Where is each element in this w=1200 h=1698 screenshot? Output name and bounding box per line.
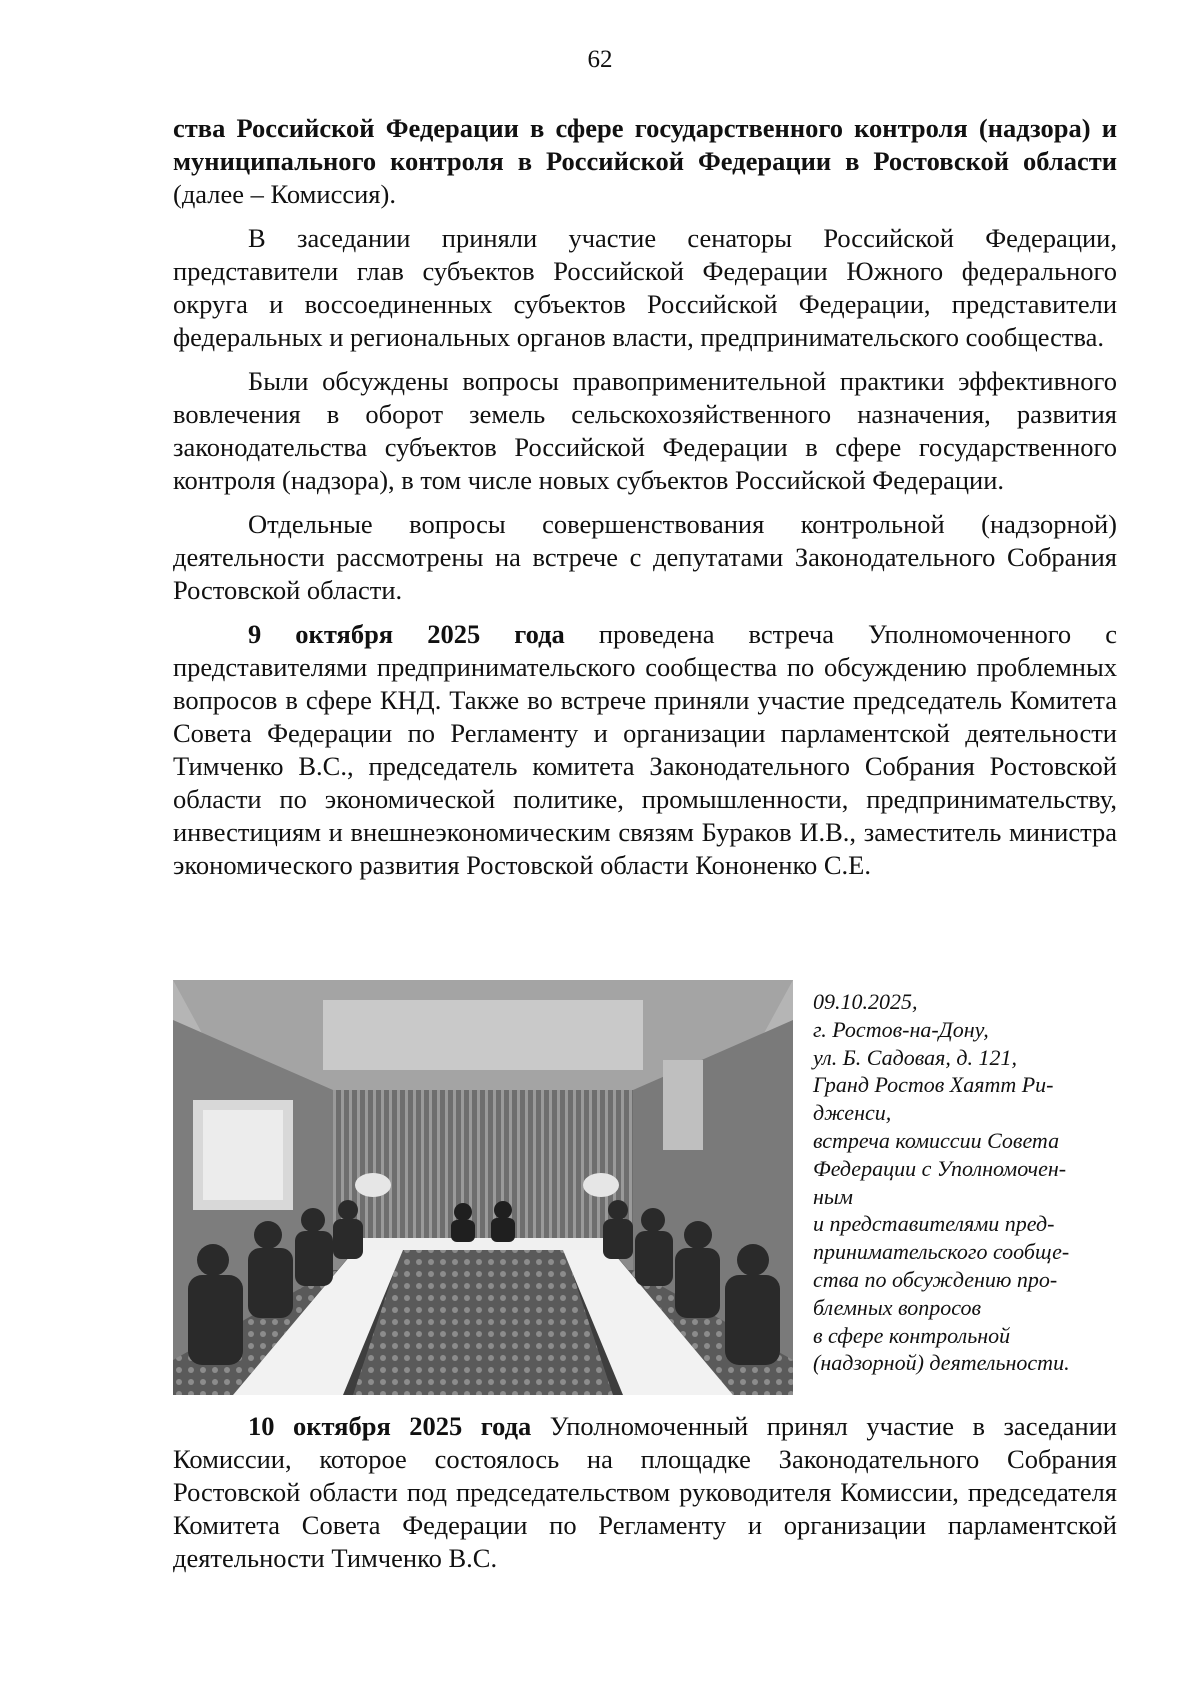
paragraph-6-rest: Уполномоченный принял участие в заседании Комиссии, которое состоялось на площадке Законодательного Собрания Ростовской области под председательством руководителя Комиссии, председателя Комитета Совета Федерации по Регламенту и организации парламентской деятельности Тимченко В.С. [173, 1411, 1117, 1573]
paragraph-4: Отдельные вопросы совершенствования контрольной (надзорной) деятельности рассмотрены на встрече с депутатами Законодательного Собрания Ростовской области. [173, 509, 1117, 605]
photo-block [173, 980, 1117, 1405]
paragraph-1-rest: (далее – Комиссия). [173, 179, 396, 209]
caption-line: (надзорной) деятельности. [813, 1350, 1070, 1376]
caption-line: Гранд Ростов Хаятт Ри- [813, 1072, 1054, 1098]
paragraph-6 [173, 1410, 1117, 1575]
caption-line: в сфере контрольной [813, 1322, 1011, 1348]
caption-line: ства по обсуждению про- [813, 1266, 1058, 1292]
body-text-bottom [173, 1410, 1117, 1586]
caption-line: г. Ростов-на-Дону, [813, 1016, 989, 1042]
caption-line: и представителями пред- [813, 1211, 1055, 1237]
caption-line: Федерации с Уполномочен- [813, 1155, 1067, 1181]
caption-line: принимательского сообще- [813, 1239, 1070, 1265]
paragraph-6-date: 10 октября 2025 года [248, 1411, 532, 1441]
paragraph-3: Были обсуждены вопросы правоприменительной практики эффективного вовлечения в оборот земель сельскохозяйственного назначения, развития законодательства субъектов Российской Федерации в сфере государственного контроля (надзора), в том числе новых субъектов Российской Федерации. [173, 366, 1117, 495]
meeting-photo-icon [173, 980, 793, 1395]
caption-line: дженси, [813, 1100, 892, 1126]
caption-line: ул. Б. Садовая, д. 121, [813, 1044, 1017, 1070]
paragraph-2: В заседании приняли участие сенаторы Российской Федерации, представители глав субъектов Российской Федерации Южного федерального округа и воссоединенных субъектов Российской Федерации, представители федеральных и региональных органов власти, предпринимательского сообщества. [173, 223, 1117, 352]
paragraph-5-date: 9 октября 2025 года [248, 619, 565, 649]
caption-line: 09.10.2025, [813, 989, 918, 1014]
caption-line: ным [813, 1183, 853, 1209]
paragraph-5 [173, 618, 1117, 882]
paragraph-5-rest: проведена встреча Уполномоченного с представителями предпринимательского сообщества по обсуждению проблемных вопросов в сфере КНД. Также во встрече приняли участие председатель Комитета Совета Федерации по Регламенту и организации парламентской деятельности Тимченко В.С., председатель комитета Законодательного Собрания Ростовской области по экономической политике, промышленности, предпринимательству, инвестициям и внешнеэкономическим связям Бураков И.В., заместитель министра экономического развития Ростовской области Кононенко С.Е. [173, 619, 1117, 880]
caption-line: блемных вопросов [813, 1294, 982, 1320]
paragraph-1 [173, 112, 1117, 211]
body-text-top [173, 112, 1117, 893]
caption-line: встреча комиссии Совета [813, 1127, 1060, 1153]
photo-caption [813, 988, 1113, 1377]
paragraph-1-bold: ства Российской Федерации в сфере государственного контроля (надзора) и муниципального контроля в Российской Федерации в Ростовской области [173, 113, 1117, 176]
page-number: 62 [587, 46, 613, 73]
